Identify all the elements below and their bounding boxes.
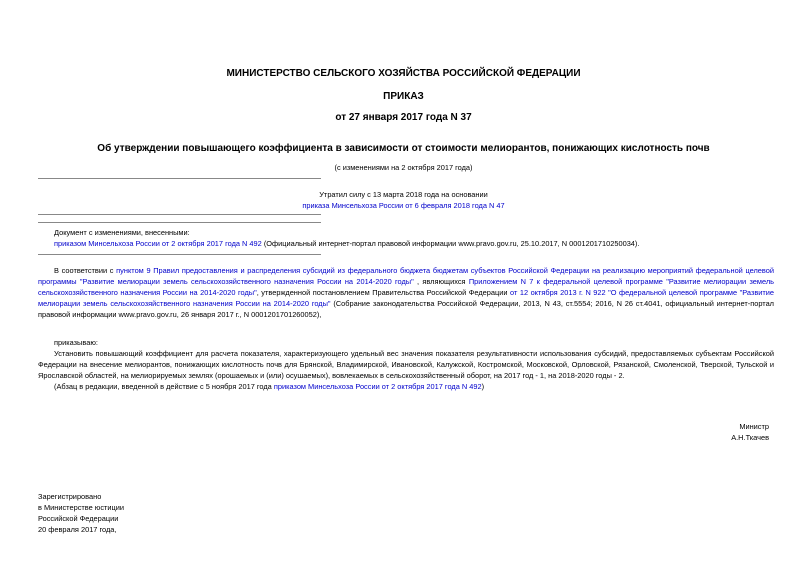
divider (38, 214, 321, 215)
registration-line: Зарегистрировано (38, 492, 102, 501)
order-text: Установить повышающий коэффициент для расчета показателя, характеризующего удельный вес значения показателя результативности использования субсидий, предоставляемых субъектам Российской Федерации на внесение мелиорантов, понижающих кислотность почв для Брянской, Владимирской, Ивановской, Калужской, Костромской, Московской, Орловской, Рязанской, Смоленской, Тверской, Тульской и Ярославской областей, на мелиорируемых землях (орошаемых и (или) осушаемых), вовлекаемых в сельскохозяйственный оборот, на 2017 год - 1, на 2018-2020 годы - 2. (38, 349, 774, 380)
preamble-text: В соответствии с (54, 266, 117, 275)
signature-name: А.Н.Ткачев (731, 433, 769, 442)
expiry-notice: Утратил силу с 13 марта 2018 года на основании (319, 190, 488, 199)
appendix-link[interactable]: Приложением N 7 к федеральной целевой программе "Развитие мелиорации земель сельскохозяйственного назначения России на 2014-2020 годы" (38, 277, 774, 297)
order-note-suffix: ) (481, 382, 485, 391)
divider (38, 222, 321, 223)
registration-line: Российской Федерации (38, 514, 119, 523)
amendments-note: (с изменениями на 2 октября 2017 года) (334, 163, 473, 172)
doc-title: Об утверждении повышающего коэффициента в зависимости от стоимости мелиорантов, понижающих кислотность почв (97, 143, 710, 154)
rules-link[interactable]: пунктом 9 Правил предоставления и распределения субсидий из федерального бюджета бюджетам субъектов Российской Федерации на реализацию мероприятий федеральной целевой программы "Развитие мелиорации земель сельскохозяйственного назначения России на 2014-2020 годы" (38, 266, 775, 286)
preamble-text: , являющихся (413, 277, 469, 286)
changes-intro: Документ с изменениями, внесенными: (54, 228, 190, 237)
registration-line: в Министерстве юстиции (38, 503, 125, 512)
registration-line: 20 февраля 2017 года, (38, 525, 117, 534)
preamble-paragraph (38, 265, 774, 320)
ministry-heading: МИНИСТЕРСТВО СЕЛЬСКОГО ХОЗЯЙСТВА РОССИЙСКОЙ ФЕДЕРАЦИИ (226, 68, 581, 79)
order-note-link[interactable]: приказом Минсельхоза России от 2 октября 2017 года N 492 (273, 382, 482, 391)
divider (38, 254, 321, 255)
resolution-link[interactable]: от 12 октября 2013 г. N 922 "О федеральной целевой программе "Развитие мелиорации земель сельскохозяйственного назначения России на 2014-2020 годы" (38, 288, 775, 308)
order-paragraph (38, 348, 774, 381)
changes-line (54, 238, 639, 249)
changes-link[interactable]: приказом Минсельхоза России от 2 октября 2017 года N 492 (54, 239, 262, 248)
expiry-link[interactable]: приказа Минсельхоза России от 6 февраля 2018 года N 47 (302, 201, 505, 210)
doc-date-number: от 27 января 2017 года N 37 (335, 112, 472, 123)
doc-type-heading: ПРИКАЗ (383, 91, 424, 102)
signature-role: Министр (739, 422, 769, 431)
order-note (54, 381, 484, 392)
divider (38, 178, 321, 179)
order-note-prefix: (Абзац в редакции, введенной в действие с 5 ноября 2017 года (54, 382, 274, 391)
preamble-text: , утвержденной постановлением Правительства Российской Федерации (256, 288, 510, 297)
order-word: приказываю: (54, 338, 98, 347)
preamble-text: (Собрание законодательства Российской Федерации, 2013, N 43, ст.5554; 2016, N 26 ст.4041, официальный интернет-портал правовой информации www.pravo.gov.ru, 26 января 2017 г., N 0001201701260052), (38, 299, 774, 319)
changes-source: (Официальный интернет-портал правовой информации www.pravo.gov.ru, 25.10.2017, N 0001201710250034). (261, 239, 640, 248)
